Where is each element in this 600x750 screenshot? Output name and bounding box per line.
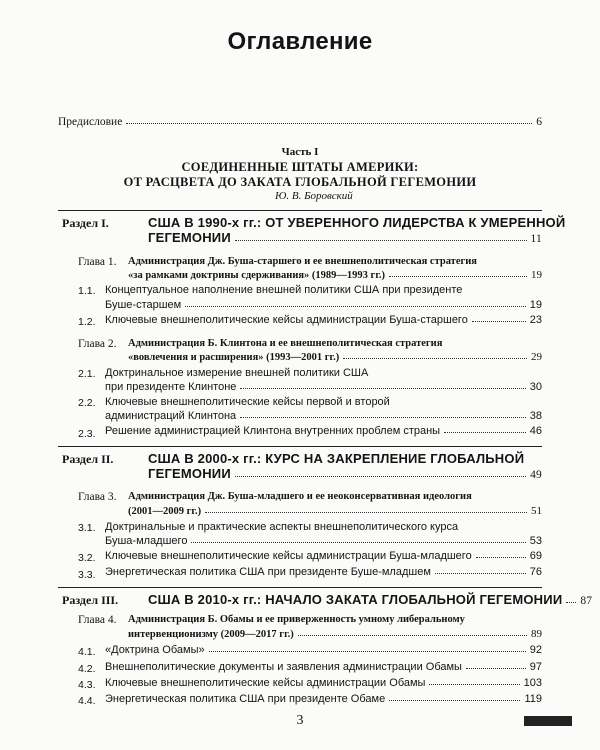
subsection-title: Внешнеполитические документы и заявления администрации Обамы bbox=[105, 661, 462, 673]
subsection-number: 1.1. bbox=[78, 285, 96, 297]
page-number: 119 bbox=[524, 693, 542, 705]
toc-entry-4-4[interactable] bbox=[105, 693, 542, 705]
chapter-title-line2: «за рамками доктрины сдерживания» (1989—1993 гг.) bbox=[128, 270, 386, 281]
subsection-title: Ключевые внешнеполитические кейсы администрации Буша-старшего bbox=[105, 314, 468, 326]
page-number: 29 bbox=[531, 351, 542, 363]
toc-entry-4-2[interactable] bbox=[105, 661, 542, 673]
subsection-title-line1: Доктринальные и практические аспекты внешнеполитического курса bbox=[105, 521, 459, 533]
subsection-number: 3.1. bbox=[78, 522, 96, 534]
subsection-title-line1: Ключевые внешнеполитические кейсы первой и второй bbox=[105, 396, 390, 408]
toc-entry-2-1[interactable] bbox=[105, 381, 542, 393]
toc-entry-chapter-4[interactable] bbox=[128, 628, 542, 640]
dot-leader bbox=[298, 635, 527, 636]
dot-leader bbox=[444, 432, 526, 433]
part-title-line1: СОЕДИНЕННЫЕ ШТАТЫ АМЕРИКИ: bbox=[181, 160, 419, 174]
divider bbox=[58, 210, 542, 211]
subsection-number: 4.3. bbox=[78, 679, 96, 691]
subsection-title: Ключевые внешнеполитические кейсы администрации Обамы bbox=[105, 677, 426, 689]
page-number: 92 bbox=[529, 644, 542, 656]
page-number: 97 bbox=[529, 661, 542, 673]
page-number: 38 bbox=[529, 410, 542, 422]
dot-leader bbox=[205, 512, 527, 513]
subsection-number: 3.3. bbox=[78, 569, 96, 581]
chapter-title-line2: (2001—2009 гг.) bbox=[128, 506, 202, 517]
dot-leader bbox=[466, 668, 526, 669]
dot-leader bbox=[476, 557, 526, 558]
dot-leader bbox=[389, 700, 520, 701]
page-title: Оглавление bbox=[227, 28, 373, 55]
subsection-number: 4.4. bbox=[78, 695, 96, 707]
subsection-title: Энергетическая политика США при президенте Обаме bbox=[105, 693, 386, 705]
subsection-title-line2: при президенте Клинтоне bbox=[105, 381, 237, 393]
toc-entry-3-2[interactable] bbox=[105, 550, 542, 562]
page-number: 30 bbox=[529, 381, 542, 393]
page-number: 51 bbox=[531, 505, 542, 517]
chapter-label: Глава 1. bbox=[78, 256, 117, 268]
subsection-title-line2: администраций Клинтона bbox=[105, 410, 237, 422]
page-number: 103 bbox=[523, 677, 542, 689]
chapter-title-line2: «вовлечения и расширения» (1993—2001 гг.) bbox=[128, 352, 340, 363]
subsection-number: 1.2. bbox=[78, 316, 96, 328]
section-title-line2: ГЕГЕМОНИИ bbox=[148, 466, 231, 481]
toc-entry-4-3[interactable] bbox=[105, 677, 542, 689]
dot-leader bbox=[240, 417, 526, 418]
toc-entry-chapter-2[interactable] bbox=[128, 351, 542, 363]
dot-leader bbox=[435, 573, 526, 574]
divider bbox=[58, 587, 542, 588]
page-number: 89 bbox=[531, 628, 542, 640]
subsection-number: 2.1. bbox=[78, 368, 96, 380]
part-author: Ю. В. Боровский bbox=[275, 190, 353, 202]
dot-leader bbox=[389, 276, 527, 277]
chapter-title-line1: Администрация Б. Клинтона и ее внешнеполитическая стратегия bbox=[128, 338, 443, 349]
section-label: Раздел I. bbox=[62, 216, 109, 230]
page-number: 23 bbox=[529, 314, 542, 326]
toc-entry-2-3[interactable] bbox=[105, 425, 542, 437]
dot-leader bbox=[185, 306, 526, 307]
toc-entry-chapter-1[interactable] bbox=[128, 269, 542, 281]
page-number: 46 bbox=[529, 425, 542, 437]
dot-leader bbox=[566, 602, 576, 603]
toc-entry-2-2[interactable] bbox=[105, 410, 542, 422]
subsection-number: 2.3. bbox=[78, 428, 96, 440]
chapter-title-line1: Администрация Б. Обамы и ее приверженность умному либеральному bbox=[128, 614, 465, 625]
section-title: США В 2010-х гг.: НАЧАЛО ЗАКАТА ГЛОБАЛЬНОЙ ГЕГЕМОНИИ bbox=[148, 592, 563, 607]
page-number: 53 bbox=[529, 535, 542, 547]
page-number: 19 bbox=[529, 299, 542, 311]
dot-leader bbox=[235, 476, 526, 477]
subsection-title: Энергетическая политика США при президенте Буше-младшем bbox=[105, 566, 431, 578]
part-title-line2: ОТ РАСЦВЕТА ДО ЗАКАТА ГЛОБАЛЬНОЙ ГЕГЕМОНИИ bbox=[123, 175, 477, 189]
chapter-label: Глава 2. bbox=[78, 338, 117, 350]
section-title-line1: США В 2000-х гг.: КУРС НА ЗАКРЕПЛЕНИЕ ГЛОБАЛЬНОЙ bbox=[148, 451, 525, 466]
subsection-title: Ключевые внешнеполитические кейсы администрации Буша-младшего bbox=[105, 550, 472, 562]
chapter-label: Глава 3. bbox=[78, 491, 117, 503]
subsection-title-line1: Концептуальное наполнение внешней политики США при президенте bbox=[105, 284, 463, 296]
toc-entry-chapter-3[interactable] bbox=[128, 505, 542, 517]
page-number: 6 bbox=[536, 116, 542, 128]
page-number: 11 bbox=[530, 233, 542, 245]
page-number: 19 bbox=[531, 269, 542, 281]
toc-entry-1-1[interactable] bbox=[105, 299, 542, 311]
dot-leader bbox=[429, 684, 519, 685]
divider bbox=[58, 446, 542, 447]
page-number: 69 bbox=[529, 550, 542, 562]
dot-leader bbox=[209, 651, 526, 652]
subsection-number: 2.2. bbox=[78, 397, 96, 409]
chapter-title-line1: Администрация Дж. Буша-старшего и ее внешнеполитическая стратегия bbox=[128, 256, 477, 267]
part-label: Часть I bbox=[281, 146, 319, 158]
subsection-number: 3.2. bbox=[78, 552, 96, 564]
chapter-title-line2: интервенционизму (2009—2017 гг.) bbox=[128, 629, 294, 640]
dot-leader bbox=[472, 321, 526, 322]
page-number: 76 bbox=[529, 566, 542, 578]
section-title-line2: ГЕГЕМОНИИ bbox=[148, 230, 231, 245]
section-label: Раздел III. bbox=[62, 593, 119, 607]
dot-leader bbox=[126, 123, 532, 124]
toc-entry-1-2[interactable] bbox=[105, 314, 542, 326]
subsection-title-line1: Доктринальное измерение внешней политики США bbox=[105, 367, 369, 379]
chapter-title-line1: Администрация Дж. Буша-младшего и ее неоконсервативная идеология bbox=[128, 491, 472, 502]
toc-entry-4-1[interactable] bbox=[105, 644, 542, 656]
preface-label: Предисловие bbox=[58, 116, 123, 128]
barcode-mark bbox=[524, 716, 572, 726]
section-title-line1: США В 1990-х гг.: ОТ УВЕРЕННОГО ЛИДЕРСТВА К УМЕРЕННОЙ bbox=[148, 215, 566, 230]
toc-entry-section-1[interactable] bbox=[148, 230, 542, 245]
subsection-title-line2: Буше-старшем bbox=[105, 299, 182, 311]
toc-entry-preface[interactable] bbox=[58, 116, 542, 128]
subsection-title: Решение администрацией Клинтона внутренних проблем страны bbox=[105, 425, 441, 437]
subsection-number: 4.2. bbox=[78, 663, 96, 675]
toc-entry-3-3[interactable] bbox=[105, 566, 542, 578]
dot-leader bbox=[343, 358, 527, 359]
dot-leader bbox=[191, 542, 525, 543]
subsection-number: 4.1. bbox=[78, 646, 96, 658]
toc-entry-3-1[interactable] bbox=[105, 535, 542, 547]
page-footer-number: 3 bbox=[296, 713, 304, 728]
page-number: 49 bbox=[530, 469, 542, 481]
chapter-label: Глава 4. bbox=[78, 614, 117, 626]
page-number: 87 bbox=[580, 595, 593, 607]
subsection-title-line2: Буша-младшего bbox=[105, 535, 188, 547]
section-label: Раздел II. bbox=[62, 452, 114, 466]
dot-leader bbox=[240, 388, 525, 389]
dot-leader bbox=[235, 240, 527, 241]
toc-entry-section-3[interactable] bbox=[148, 592, 593, 607]
toc-entry-section-2[interactable] bbox=[148, 466, 542, 481]
subsection-title: «Доктрина Обамы» bbox=[105, 644, 205, 656]
